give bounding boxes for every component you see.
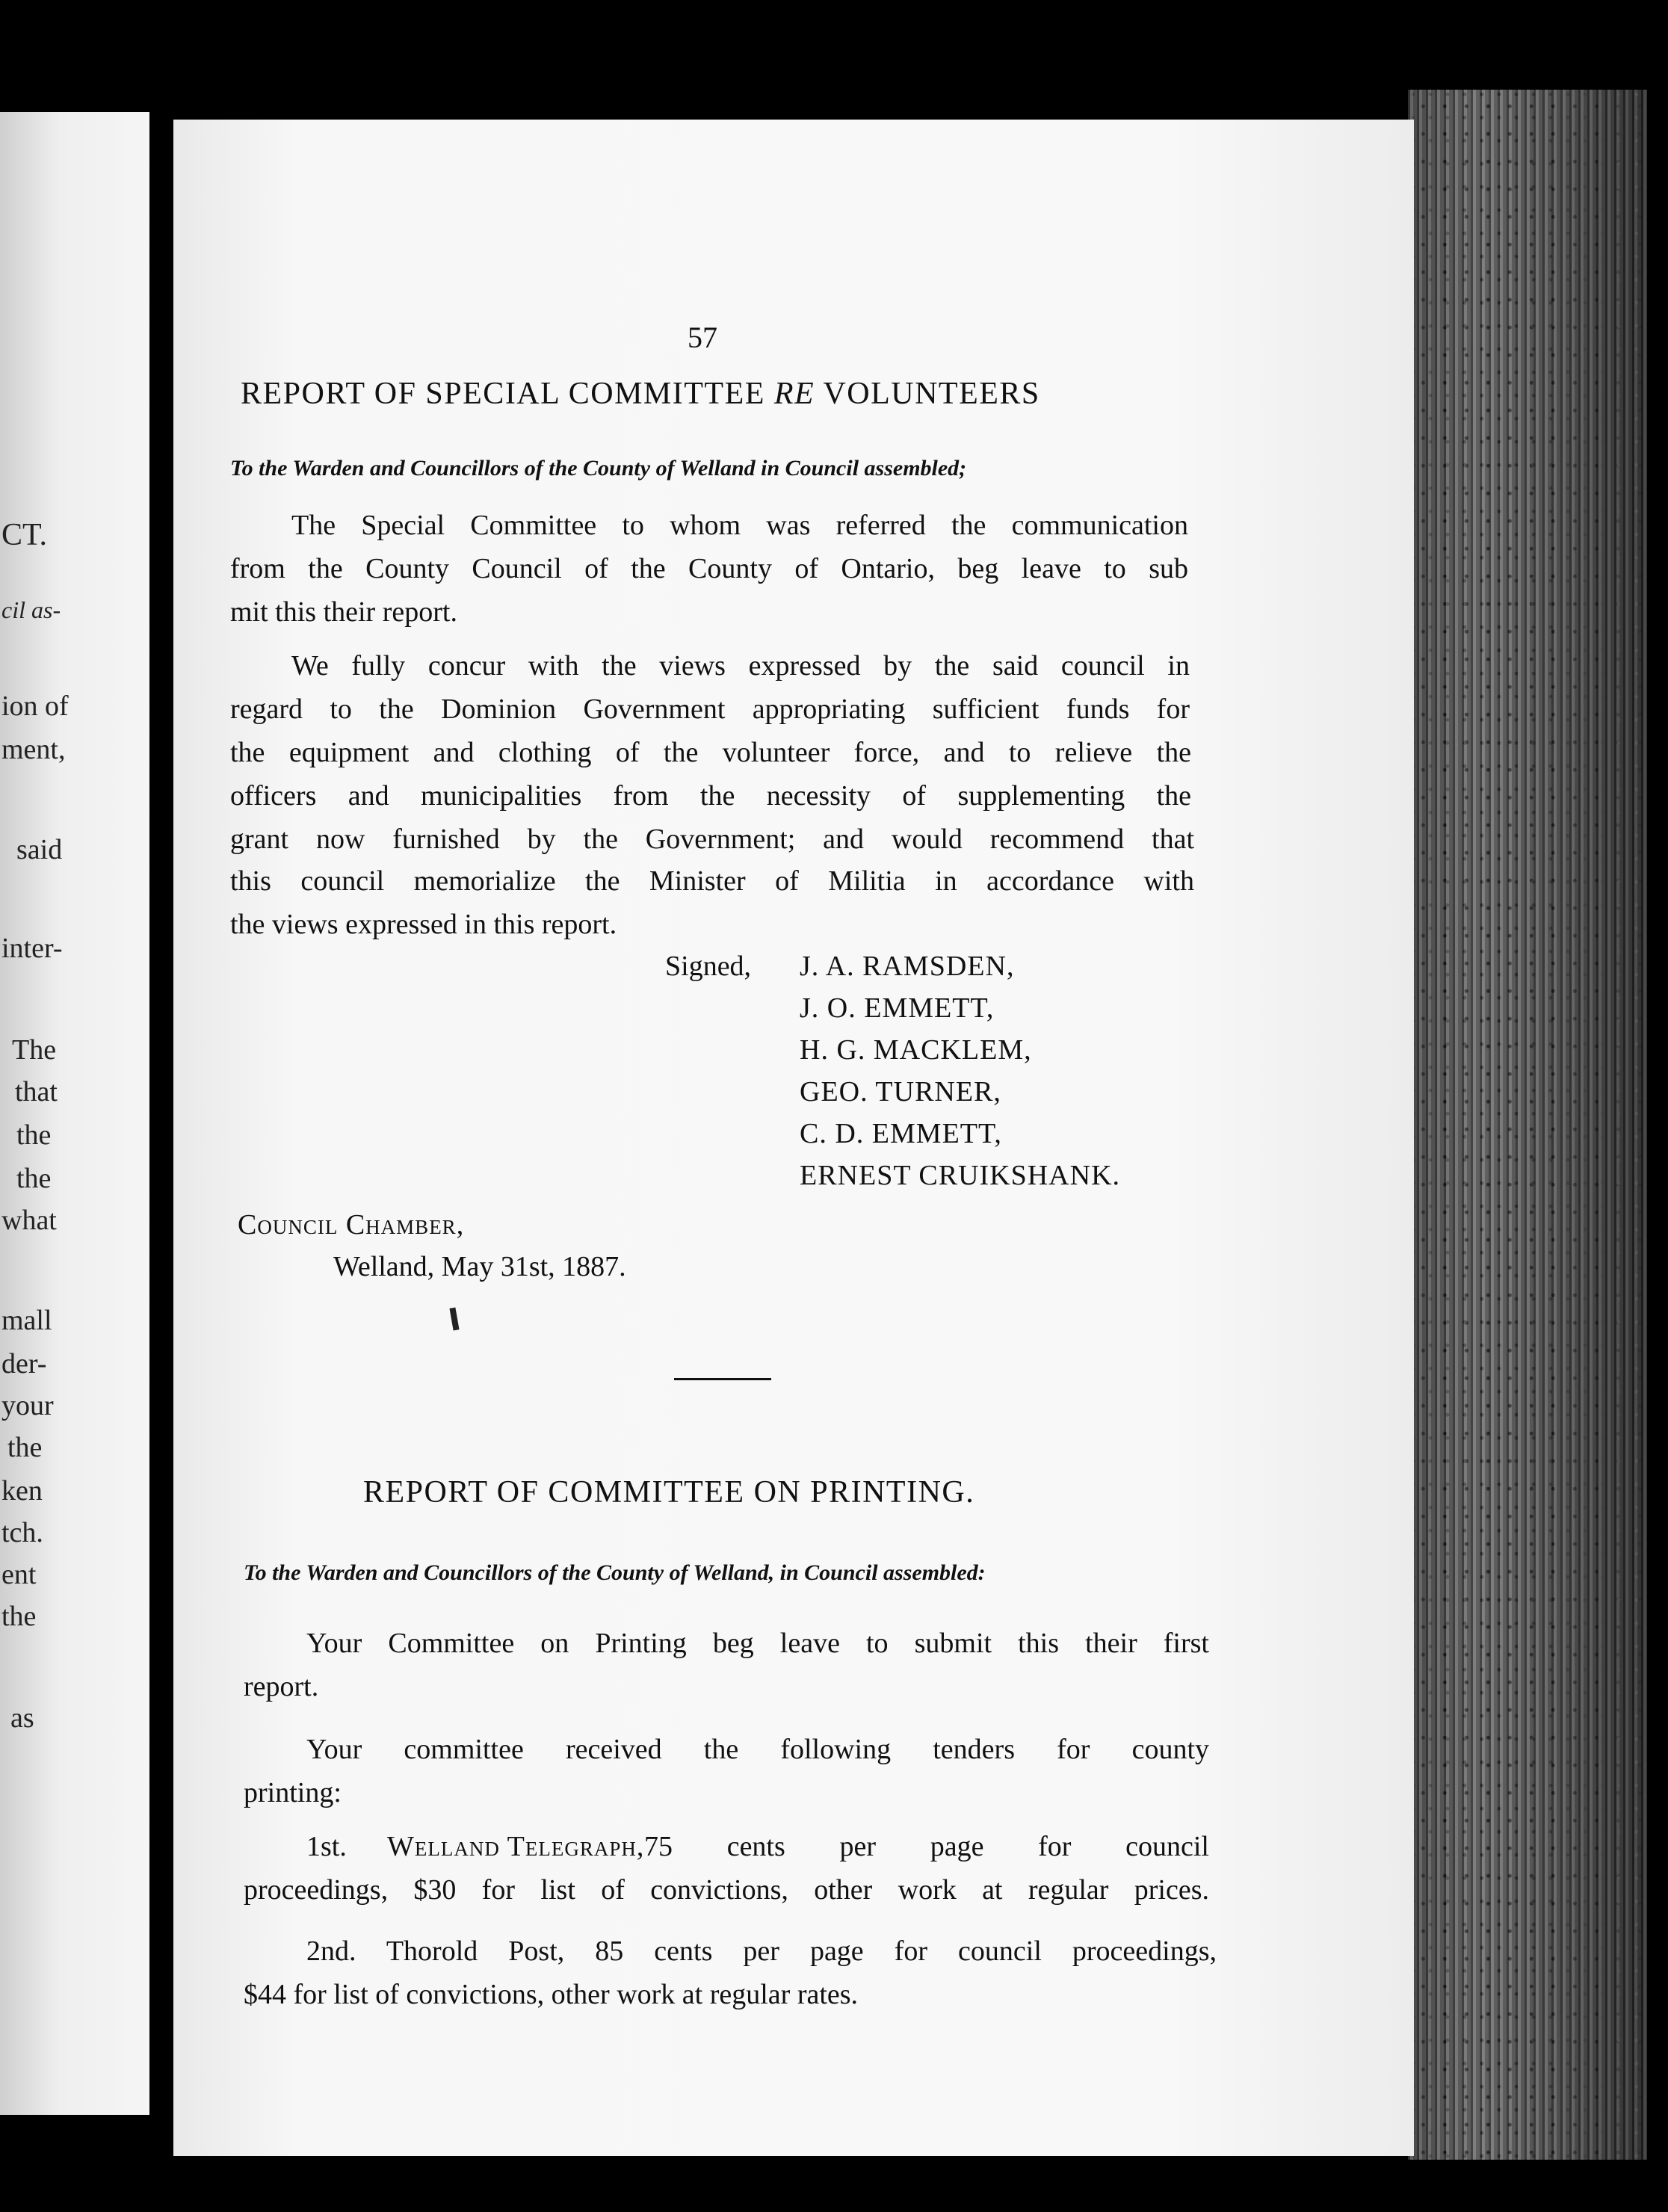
report1-title-prefix: REPORT OF SPECIAL COMMITTEE [241,377,765,411]
left-fragment: the [1,1601,37,1632]
left-fragment: ment, [1,734,66,765]
tender-item1-rate: 75 cents per page for council [644,1831,1209,1862]
council-chamber-label: Council Chamber, [238,1209,465,1241]
tender-item2-line2: $44 for list of convictions, other work at regular rates. [244,1979,859,2010]
report1-para1-line: The Special Committee to whom was referred the communication [291,510,1188,541]
left-fragment: cil as- [1,596,61,623]
report2-para2-line: Your committee received the following tenders for county [306,1734,1209,1765]
report2-para1-line: report. [244,1671,319,1702]
report1-date: Welland, May 31st, 1887. [333,1251,626,1282]
left-fragment: ion of [1,691,69,722]
tender-item1-name: Welland Telegraph, [387,1831,645,1862]
report1-para2-line: this council memorialize the Minister of Militia in accordance with [230,865,1194,897]
left-fragment: ken [1,1475,43,1507]
left-fragment: the [16,1119,52,1151]
report1-para1-line: mit this their report. [230,596,457,628]
tender-item1-line2: proceedings, $30 for list of convictions, other work at regular prices. [244,1874,1209,1906]
tender-item1-number: 1st. [306,1831,347,1862]
report1-salutation: To the Warden and Councillors of the County of Welland in Council assembled; [230,456,967,481]
left-fragment: CT. [1,518,48,552]
left-page-margin [0,112,149,2115]
signatory: J. A. RAMSDEN, [800,951,1015,982]
left-fragment: ent [1,1559,37,1590]
left-fragment: tch. [1,1517,43,1548]
left-fragment: the [7,1432,43,1463]
tender-item2-line1: 2nd. Thorold Post, 85 cents per page for council proceedings, [306,1936,1217,1967]
report1-title-re: RE [773,377,815,411]
report1-title [241,378,1040,410]
report1-para2-line: grant now furnished by the Government; and would recommend that [230,824,1194,855]
signatory: H. G. MACKLEM, [800,1034,1032,1066]
left-fragment: said [16,834,63,865]
left-fragment: mall [1,1305,52,1336]
left-fragment: the [16,1163,52,1194]
report1-para2-line: the equipment and clothing of the volunteer force, and to relieve the [230,737,1191,768]
left-fragment: The [12,1034,57,1066]
report2-para1-line: Your Committee on Printing beg leave to submit this their first [306,1628,1209,1659]
report1-para2-line: We fully concur with the views expressed by the said council in [291,650,1190,682]
report2-salutation: To the Warden and Councillors of the County of Welland, in Council assembled: [244,1560,986,1585]
report1-para2-line: regard to the Dominion Government appropriating sufficient funds for [230,693,1190,725]
signatory: C. D. EMMETT, [800,1118,1002,1149]
signatory: J. O. EMMETT, [800,992,995,1024]
left-fragment: that [15,1076,58,1107]
page-number: 57 [688,321,717,354]
section-divider [674,1378,771,1380]
report1-para2-line: officers and municipalities from the necessity of supplementing the [230,780,1191,812]
report2-para2-line: printing: [244,1777,342,1808]
page-edge-stack [1408,90,1647,2160]
report1-para1-line: from the County Council of the County of Ontario, beg leave to sub [230,553,1188,584]
left-fragment: what [1,1205,57,1236]
left-fragment: inter- [1,933,63,964]
report2-title: REPORT OF COMMITTEE ON PRINTING. [363,1475,975,1510]
signatory: ERNEST CRUIKSHANK. [800,1160,1121,1191]
report1-title-suffix: VOLUNTEERS [823,377,1040,411]
left-fragment: der- [1,1348,47,1380]
signed-label: Signed, [665,951,752,982]
signatory: GEO. TURNER, [800,1076,1001,1107]
report1-para2-line: the views expressed in this report. [230,909,617,940]
left-fragment: as [10,1702,34,1734]
left-fragment: your [1,1390,54,1421]
